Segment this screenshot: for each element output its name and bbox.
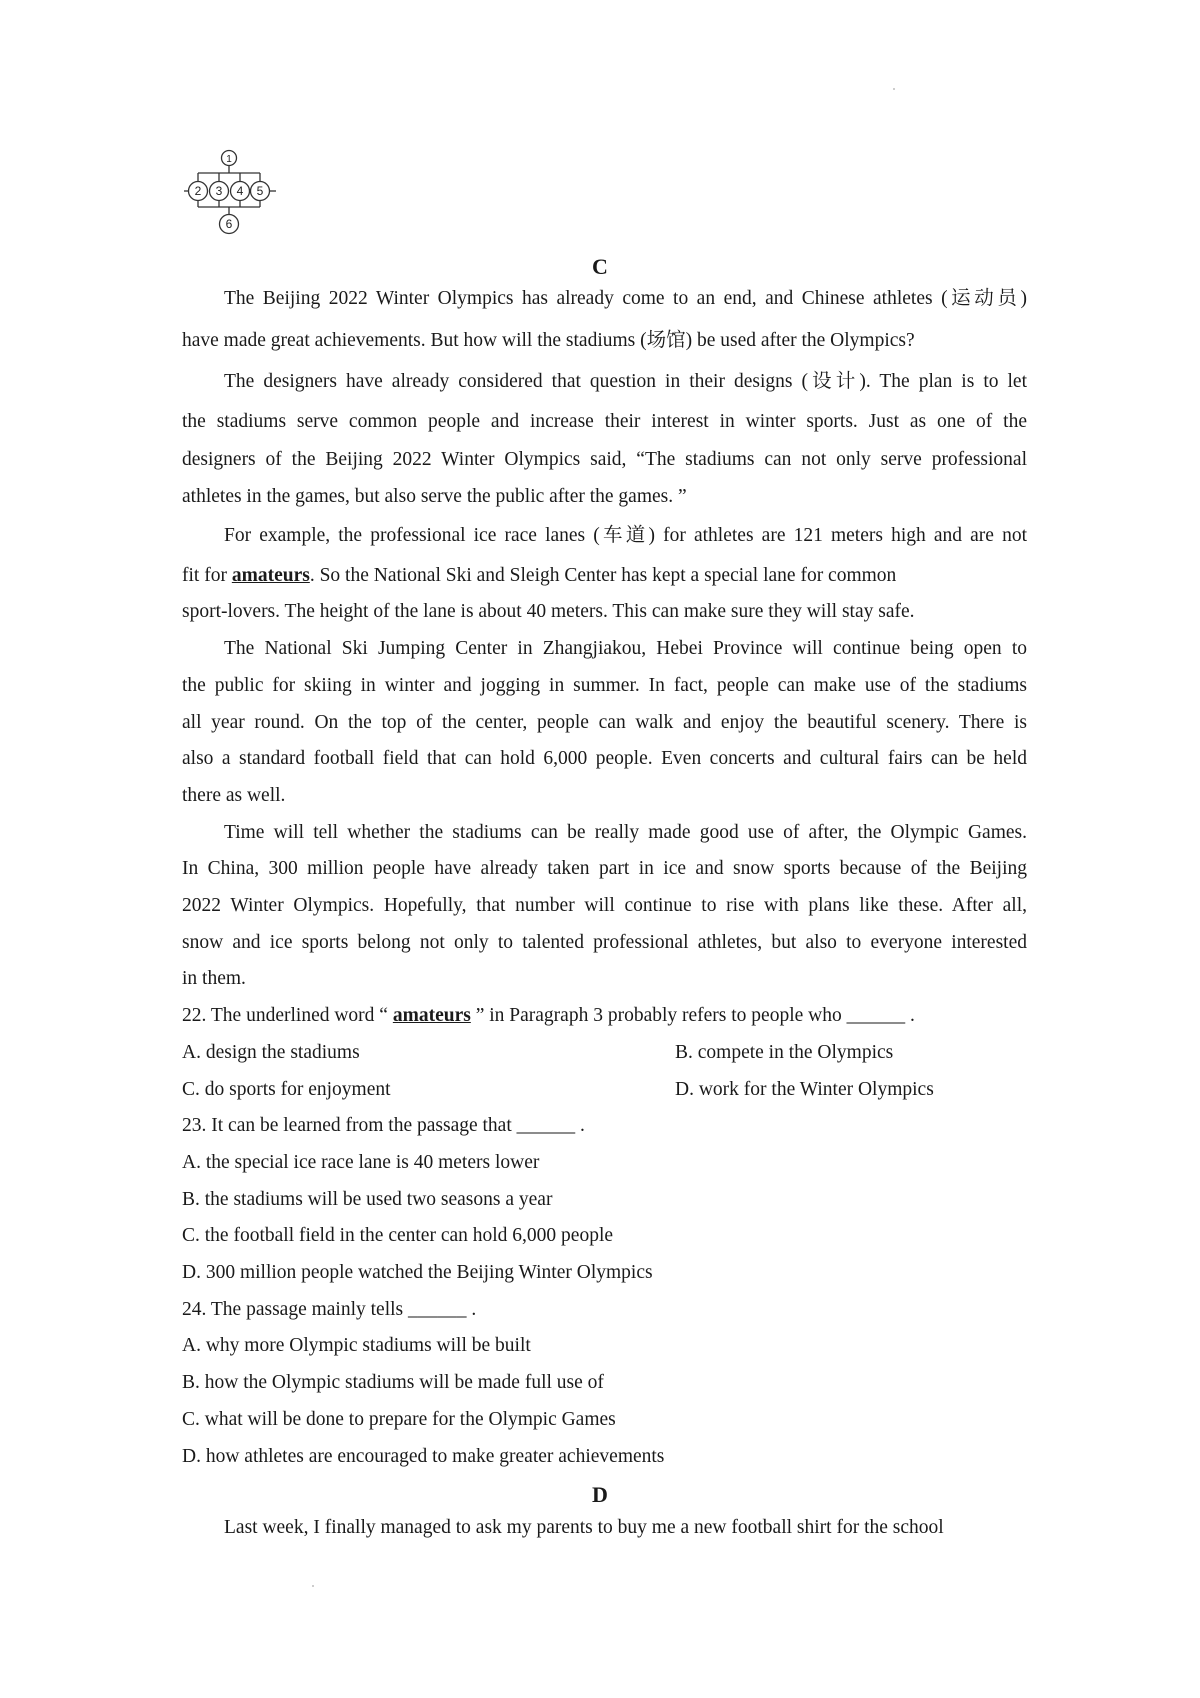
q24-option-b: B. how the Olympic stadiums will be made full use of (182, 1372, 604, 1393)
text-before: fit for (182, 565, 232, 586)
diagram-svg (183, 149, 277, 239)
q22-stem-before: 22. The underlined word “ (182, 1005, 393, 1026)
section-c-title: C (592, 254, 608, 279)
node-3-label: 3 (215, 184, 223, 198)
node-4-label: 4 (236, 184, 244, 198)
passage-line: In China, 300 million people have already taken part in ice and snow sports because of the Beijing (182, 858, 1027, 879)
section-d-first-line: Last week, I finally managed to ask my parents to buy me a new football shirt for the school (224, 1517, 944, 1538)
passage-line: the public for skiing in winter and jogging in summer. In fact, people can make use of the stadiums (182, 675, 1027, 696)
passage-line: in them. (182, 968, 246, 989)
scan-speck (893, 88, 895, 90)
question-24-stem: 24. The passage mainly tells ______ . (182, 1299, 477, 1320)
node-5-label: 5 (256, 184, 264, 198)
q22-option-b: B. compete in the Olympics (675, 1042, 894, 1063)
passage-line: 2022 Winter Olympics. Hopefully, that number will continue to rise with plans like these. After all, (182, 895, 1027, 916)
passage-line: athletes in the games, but also serve the public after the games. ” (182, 486, 687, 507)
passage-line: have made great achievements. But how will the stadiums (场馆) be used after the Olympics? (182, 330, 915, 351)
q24-option-c: C. what will be done to prepare for the Olympic Games (182, 1409, 616, 1430)
passage-line: the stadiums serve common people and increase their interest in winter sports. Just as one of the (182, 411, 1027, 432)
passage-line: also a standard football field that can hold 6,000 people. Even concerts and cultural fairs can be held (182, 748, 1027, 769)
q22-underlined-word: amateurs (392, 1005, 471, 1026)
q23-option-a: A. the special ice race lane is 40 meters lower (182, 1152, 540, 1173)
q23-option-b: B. the stadiums will be used two seasons a year (182, 1189, 553, 1210)
text-after: . So the National Ski and Sleigh Center has kept a special lane for common (309, 565, 897, 586)
q22-option-d: D. work for the Winter Olympics (675, 1079, 934, 1100)
section-d-title: D (592, 1482, 608, 1507)
passage-line: snow and ice sports belong not only to talented professional athletes, but also to everyone interested (182, 932, 1027, 953)
passage-line: The designers have already considered that question in their designs (设计). The plan is to let (224, 371, 1027, 392)
q23-option-c: C. the football field in the center can hold 6,000 people (182, 1225, 614, 1246)
q22-option-a: A. design the stadiums (182, 1042, 360, 1063)
node-2-label: 2 (194, 184, 202, 198)
q22-option-c: C. do sports for enjoyment (182, 1079, 391, 1100)
node-6-label: 6 (225, 217, 233, 231)
question-22-stem (182, 1004, 1027, 1028)
underlined-word-amateurs: amateurs (231, 565, 310, 586)
passage-line: all year round. On the top of the center, people can walk and enjoy the beautiful scenery. There is (182, 712, 1027, 733)
node-1-label: 1 (226, 154, 232, 165)
passage-line: The National Ski Jumping Center in Zhangjiakou, Hebei Province will continue being open to (224, 638, 1027, 659)
q24-option-a: A. why more Olympic stadiums will be built (182, 1335, 531, 1356)
passage-line-with-underline (182, 564, 1027, 588)
numbered-circle-diagram (183, 149, 277, 239)
passage-line: designers of the Beijing 2022 Winter Olympics said, “The stadiums can not only serve professional (182, 449, 1027, 470)
q22-stem-after: ” in Paragraph 3 probably refers to people who ______ . (470, 1005, 915, 1026)
passage-line: The Beijing 2022 Winter Olympics has already come to an end, and Chinese athletes (运动员) (224, 288, 1027, 309)
passage-line: sport-lovers. The height of the lane is about 40 meters. This can make sure they will stay safe. (182, 601, 915, 622)
passage-line: Time will tell whether the stadiums can be really made good use of after, the Olympic Games. (224, 822, 1027, 843)
scan-speck (312, 1585, 314, 1587)
q23-option-d: D. 300 million people watched the Beijing Winter Olympics (182, 1262, 653, 1283)
passage-line: For example, the professional ice race lanes (车道) for athletes are 121 meters high and are not (224, 525, 1027, 546)
q24-option-d: D. how athletes are encouraged to make greater achievements (182, 1446, 665, 1467)
question-23-stem: 23. It can be learned from the passage that ______ . (182, 1115, 585, 1136)
passage-line: there as well. (182, 785, 286, 806)
